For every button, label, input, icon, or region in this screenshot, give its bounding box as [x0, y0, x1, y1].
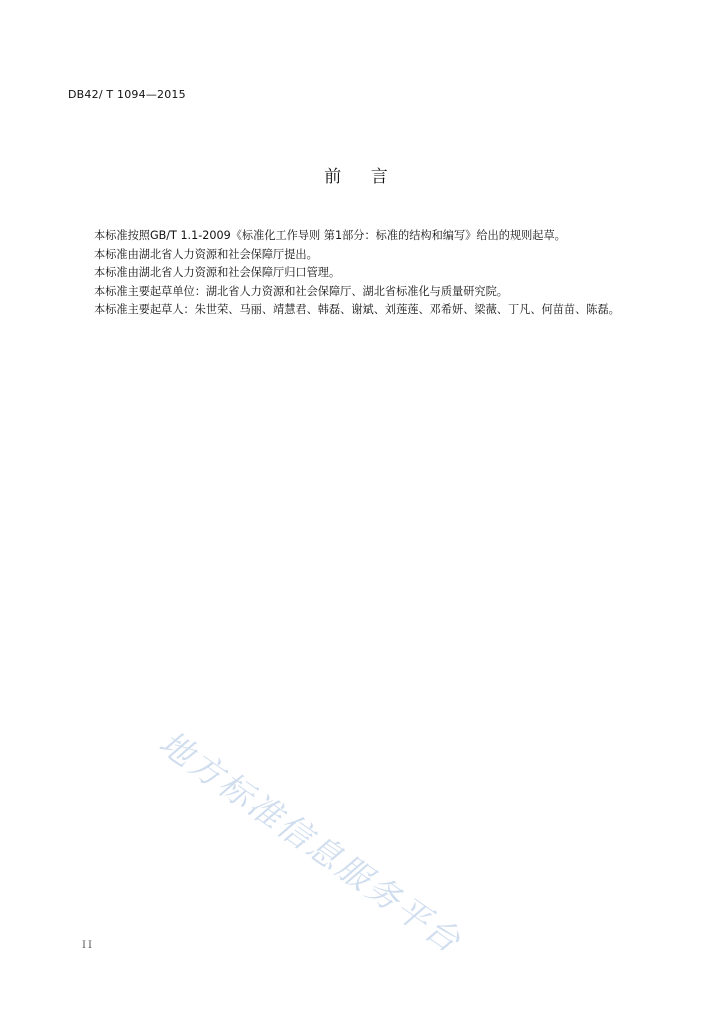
page-number: II [82, 940, 94, 951]
paragraph-drafting-rules: 本标准按照GB/T 1.1-2009《标准化工作导则 第1部分：标准的结构和编写》给出的规则起草。 [94, 229, 566, 242]
watermark: 地方标准信息服务平台 [152, 722, 470, 962]
paragraph-proposer: 本标准由湖北省人力资源和社会保障厅提出。 [94, 247, 318, 261]
page-title: 前 言 [324, 167, 400, 187]
document-code: DB42/ T 1094—2015 [68, 88, 186, 101]
paragraph-administrator: 本标准由湖北省人力资源和社会保障厅归口管理。 [94, 266, 341, 279]
paragraph-drafters: 本标准主要起草人：朱世荣、马丽、靖慧君、韩磊、谢斌、刘莲莲、邓希妍、梁薇、丁凡、何苗苗、陈磊。 [94, 303, 620, 316]
paragraph-drafting-units: 本标准主要起草单位：湖北省人力资源和社会保障厅、湖北省标准化与质量研究院。 [94, 284, 508, 298]
preface-body [68, 227, 650, 320]
